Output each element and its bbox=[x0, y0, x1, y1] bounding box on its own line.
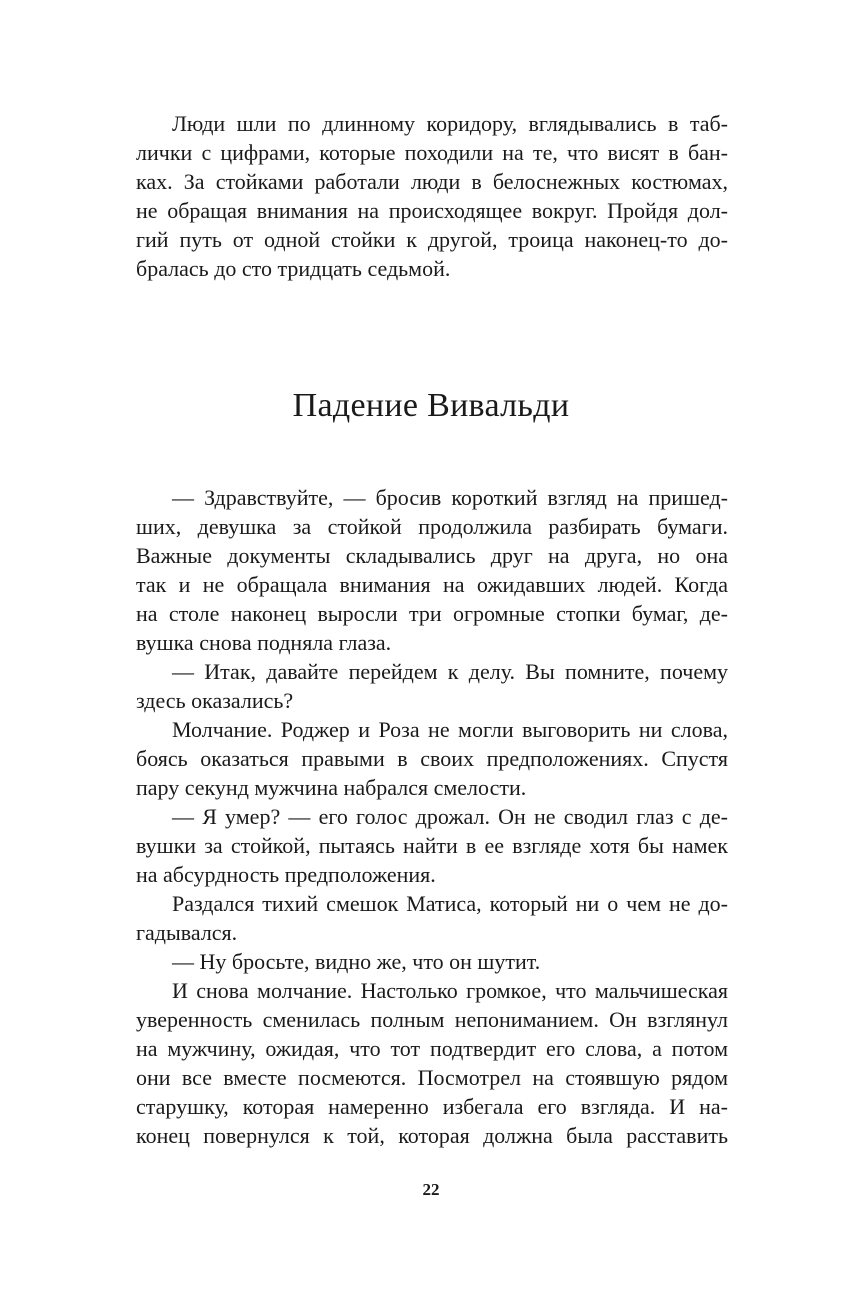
text-line: Раздался тихий смешок Матиса, который ни о чем не до- bbox=[172, 891, 728, 916]
text-line: И снова молчание. Настолько громкое, что мальчишеская bbox=[172, 978, 728, 1003]
text-line: уверенность сменилась полным непониманием. Он взглянул bbox=[136, 1007, 728, 1032]
text-line: старушку, которая намеренно избегала его взгляда. И на- bbox=[136, 1094, 728, 1119]
text-line: Молчание. Роджер и Роза не могли выговорить ни слова, bbox=[172, 717, 728, 742]
text-line: боясь оказаться правыми в своих предположениях. Спустя bbox=[136, 746, 728, 771]
text-line: гий путь от одной стойки к другой, троица наконец-то до- bbox=[136, 227, 728, 252]
text-line: так и не обращала внимания на ожидавших людей. Когда bbox=[136, 572, 728, 597]
text-line: ших, девушка за стойкой продолжила разбирать бумаги. bbox=[136, 514, 728, 539]
text-line: — Ну бросьте, видно же, что он шутит. bbox=[172, 949, 541, 974]
text-line: не обращая внимания на происходящее вокруг. Пройдя дол- bbox=[136, 198, 728, 223]
text-line: — Я умер? — его голос дрожал. Он не сводил глаз с де- bbox=[172, 804, 728, 829]
text-line: здесь оказались? bbox=[136, 688, 294, 713]
text-line: они все вместе посмеются. Посмотрел на стоявшую рядом bbox=[136, 1065, 728, 1090]
text-line: на столе наконец выросли три огромные стопки бумаг, де- bbox=[136, 601, 728, 626]
text-line: — Итак, давайте перейдем к делу. Вы помните, почему bbox=[172, 659, 728, 684]
text-line: конец повернулся к той, которая должна была расставить bbox=[136, 1123, 728, 1148]
text-line: Важные документы складывались друг на друга, но она bbox=[136, 543, 728, 568]
text-line: вушка снова подняла глаза. bbox=[136, 630, 392, 655]
chapter-title: Падение Вивальди bbox=[292, 387, 570, 424]
text-line: вушки за стойкой, пытаясь найти в ее взгляде хотя бы намек bbox=[136, 833, 728, 858]
page-number: 22 bbox=[422, 1180, 440, 1199]
text-line: Люди шли по длинному коридору, вглядывались в таб- bbox=[172, 111, 728, 136]
text-line: гадывался. bbox=[136, 920, 238, 945]
text-line: бралась до сто тридцать седьмой. bbox=[136, 256, 451, 281]
text-line: — Здравствуйте, — бросив короткий взгляд на пришед- bbox=[172, 485, 728, 510]
text-line: на абсурдность предположения. bbox=[136, 862, 436, 887]
text-line: пару секунд мужчина набрался смелости. bbox=[136, 775, 527, 800]
text-line: ках. За стойками работали люди в белоснежных костюмах, bbox=[136, 169, 728, 194]
text-line: лички с цифрами, которые походили на те, что висят в бан- bbox=[136, 140, 728, 165]
text-line: на мужчину, ожидая, что тот подтвердит его слова, а потом bbox=[136, 1036, 728, 1061]
